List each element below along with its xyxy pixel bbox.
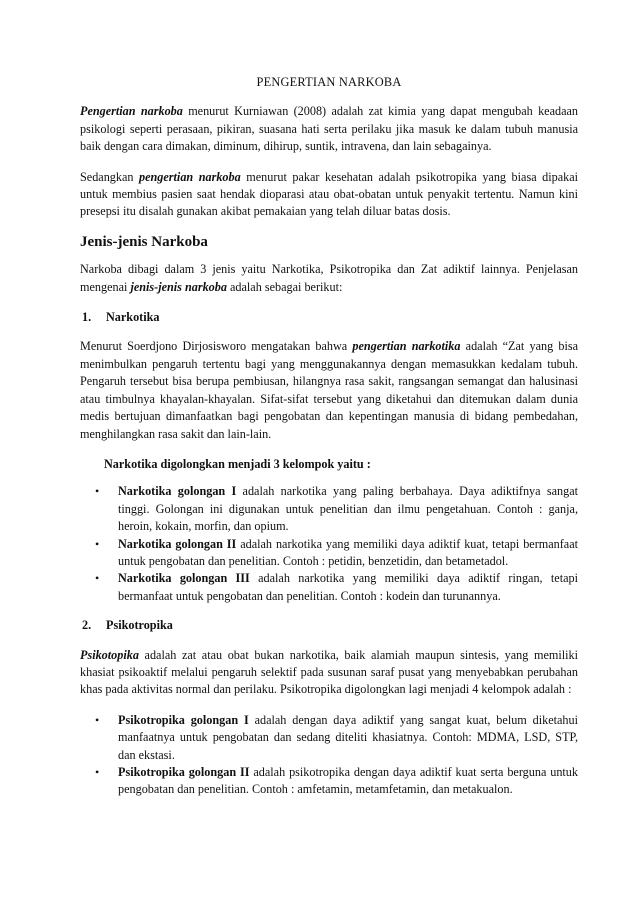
list-item [80,483,578,535]
paragraph-psikotropika [80,647,578,699]
section-title: Narkotika [106,310,160,325]
paragraph-text: menurut pakar kesehatan adalah psikotropika yang biasa dipakai untuk membius pasien saat hendak dioparasi atau obat-obatan untuk penyakit tertentu. Namun kini presepsi itu disalah gunakan akibat pemakaian yang telah diluar batas dosis. [80,169,578,219]
paragraph-definition-1 [80,103,578,155]
list-item-label: Narkotika golongan I [118,484,237,499]
section-number: 2. [82,618,92,633]
list-item [80,712,578,764]
term-pengertian-narkotika: pengertian narkotika [352,339,461,354]
paragraph-definition-2 [80,169,578,221]
paragraph-text: adalah “Zat yang bisa menimbulkan pengaruh tertentu bagi yang menggunakannya dengan memasukkan kedalam tubuh. Pengaruh tersebut bisa berupa pembiusan, hilangnya rasa sakit, rangsangan semangat dan halusinasi atau timbulnya khayalan-khayalan. Sifat-sifat tersebut yang diketahui dan ditemukan dalam dunia medis bertujuan dimanfaatkan bagi pengobatan dan kepentingan manusia di bidang pembedahan, menghilangkan rasa sakit dan lain-lain. [80,339,578,441]
subheading-golongan-narkotika: Narkotika digolongkan menjadi 3 kelompok yaitu : [104,456,371,471]
term-psikotopika: Psikotopika [80,647,139,662]
list-golongan-psikotropika [80,712,578,799]
list-item-text: adalah dengan daya adiktif yang sangat kuat, belum diketahui manfaatnya untuk pengobatan dan sedang diteliti khasiatnya. Contoh: MDMA, LSD, STP, dan ekstasi. [118,712,578,762]
paragraph-jenis [80,261,578,296]
paragraph-text: menurut Kurniawan (2008) adalah zat kimia yang dapat mengubah keadaan psikologi seperti perasaan, pikiran, suasana hati serta perilaku jika masuk ke dalam tubuh manusia baik dengan cara dimakan, diminum, dihirup, suntik, intravena, dan lain sebagainya. [80,104,578,154]
term-pengertian-narkoba: pengertian narkoba [139,169,241,184]
list-item-label: Psikotropika golongan II [118,765,250,779]
paragraph-narkotika [80,338,578,442]
list-item-label: Narkotika golongan II [118,536,237,551]
document-title: PENGERTIAN NARKOBA [256,75,402,89]
list-item [80,536,578,571]
paragraph-text: adalah sebagai berikut: [226,279,343,294]
paragraph-text: adalah zat atau obat bukan narkotika, baik alamiah maupun sintesis, yang memiliki khasiat psikoaktif melalui pengaruh selektif pada susunan saraf pusat yang menyebabkan perubahan khas pada aktivitas normal dan perilaku. Psikotropika digolongkan lagi menjadi 4 kelompok adalah : [80,647,578,697]
list-golongan-narkotika [80,483,578,605]
list-item-label: Narkotika golongan III [118,571,250,586]
section-title: Psikotropika [106,618,173,633]
section-number: 1. [82,310,92,325]
section-heading-jenis: Jenis-jenis Narkoba [80,233,208,250]
paragraph-text: Menurut Soerdjono Dirjosisworo mengatakan bahwa [80,339,353,354]
list-item [80,570,578,605]
list-item-label: Psikotropika golongan I [118,712,249,727]
term-jenis-narkoba: jenis-jenis narkoba [130,279,227,294]
list-item [80,764,578,799]
list-item-text: adalah narkotika yang memiliki daya adiktif ringan, tetapi bermanfaat untuk pengobatan dan penelitian. Contoh : kodein dan turunannya. [118,571,578,603]
section-heading-psikotropika [82,617,578,634]
section-heading-narkotika [82,309,578,326]
paragraph-text: Narkoba dibagi dalam 3 jenis yaitu Narkotika, Psikotropika dan Zat adiktif lainnya. Penjelasan mengenai [80,262,578,294]
list-item-text: adalah narkotika yang memiliki daya adiktif kuat, tetapi bermanfaat untuk pengobatan dan penelitian. Contoh : petidin, benzetidin, dan betametadol. [118,536,578,568]
paragraph-text: Sedangkan [80,169,140,184]
term-pengertian-narkoba: Pengertian narkoba [80,104,183,119]
list-item-text: adalah narkotika yang paling berbahaya. Daya adiktifnya sangat tinggi. Golongan ini digunakan untuk penelitian dan ilmu pengetahuan. Contoh : ganja, heroin, kokain, morfin, dan opium. [118,484,578,534]
list-item-text: adalah psikotropika dengan daya adiktif kuat serta berguna untuk pengobatan dan penelitian. Contoh : amfetamin, metamfetamin, dan metakualon. [118,765,578,797]
